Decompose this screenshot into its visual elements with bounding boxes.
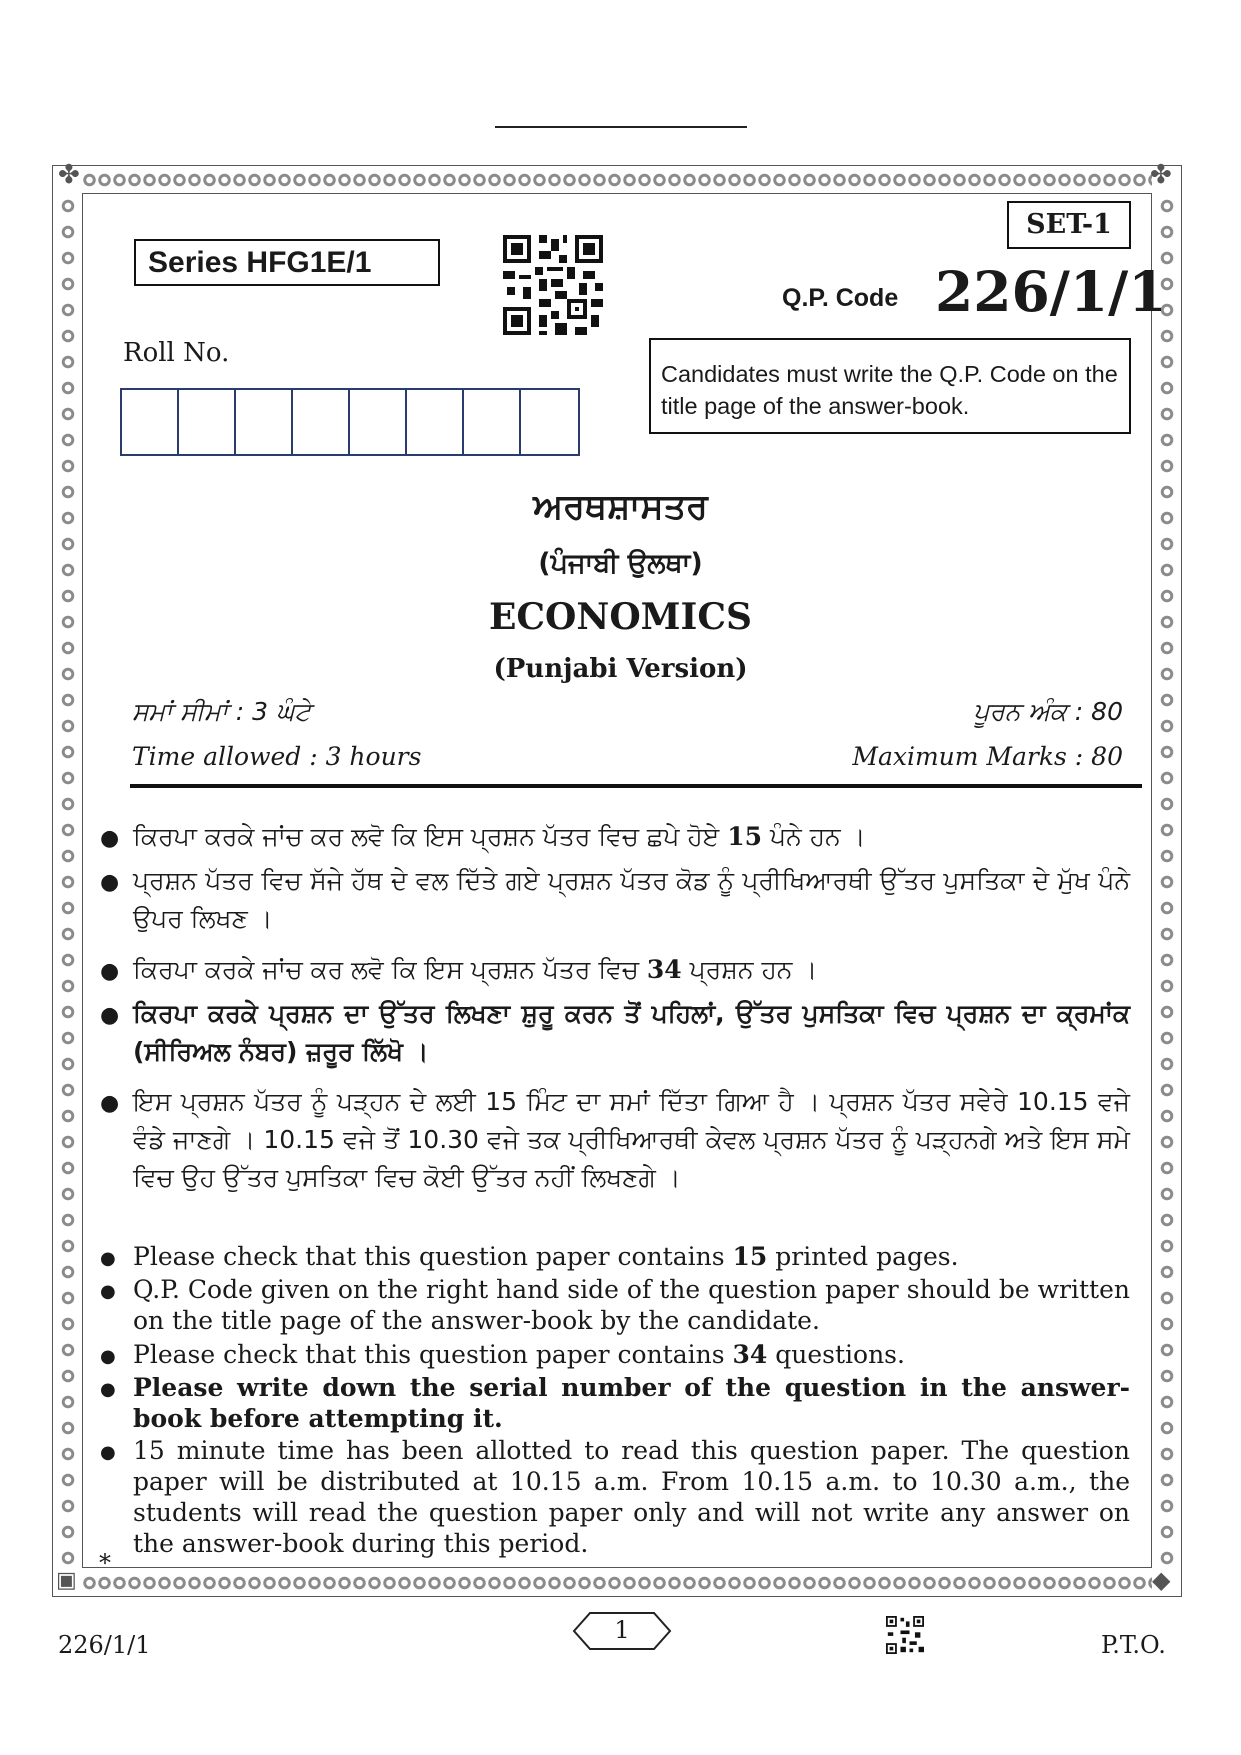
roll-number-cell[interactable]: [521, 390, 578, 454]
header-divider: [130, 784, 1142, 788]
instruction-punjabi-1: ਕਿਰਪਾ ਕਰਕੇ ਜਾਂਚ ਕਰ ਲਵੋ ਕਿ ਇਸ ਪ੍ਰਸ਼ਨ ਪੱਤਰ ਵਿਚ ਛਪੇ ਹੋਏ 15 ਪੰਨੇ ਹਨ ।: [133, 822, 866, 851]
subject-title-punjabi: ਅਰਥਸ਼ਾਸਤਰ: [533, 487, 708, 527]
bullet-icon: ●: [100, 870, 120, 895]
instruction-english-4: Please write down the serial number of the question in the answer-book before attempting it.: [133, 1373, 1130, 1433]
roll-number-cell[interactable]: [122, 390, 179, 454]
top-rule: [495, 126, 747, 128]
footnote-asterisk: *: [99, 1549, 111, 1577]
fleur-corner-icon: ✤: [58, 160, 80, 190]
roll-number-cell[interactable]: [464, 390, 521, 454]
bullet-icon: ●: [100, 959, 120, 984]
max-marks-english: Maximum Marks : 80: [852, 742, 1123, 771]
set-label: SET-1: [1007, 201, 1131, 249]
roll-number-cell[interactable]: [407, 390, 464, 454]
time-allowed-punjabi: ਸਮਾਂ ਸੀਮਾਂ : 3 ਘੰਟੇ: [132, 697, 311, 726]
bullet-icon: ●: [100, 1003, 120, 1028]
instruction-punjabi-5: ਇਸ ਪ੍ਰਸ਼ਨ ਪੱਤਰ ਨੂੰ ਪੜ੍ਹਨ ਦੇ ਲਈ 15 ਮਿੰਟ ਦਾ ਸਮਾਂ ਦਿੱਤਾ ਗਿਆ ਹੈ । ਪ੍ਰਸ਼ਨ ਪੱਤਰ ਸਵੇਰੇ 10.15 ਵਜੇ ਵੰਡੇ ਜਾਣਗੇ । 10.15 ਵਜੇ ਤੋਂ 10.30 ਵਜੇ ਤਕ ਪ੍ਰੀਖਿਆਰਥੀ ਕੇਵਲ ਪ੍ਰਸ਼ਨ ਪੱਤਰ ਨੂੰ ਪੜ੍ਹਨਗੇ ਅਤੇ ਇਸ ਸਮੇ ਵਿਚ ਉਹ ਉੱਤਰ ਪੁਸਤਿਕਾ ਵਿਚ ਕੋਈ ਉੱਤਰ ਨਹੀਂ ਲਿਖਣਗੇ ।: [133, 1087, 1130, 1192]
instruction-punjabi-4: ਕਿਰਪਾ ਕਰਕੇ ਪ੍ਰਸ਼ਨ ਦਾ ਉੱਤਰ ਲਿਖਣਾ ਸ਼ੁਰੂ ਕਰਨ ਤੋਂ ਪਹਿਲਾਂ, ਉੱਤਰ ਪੁਸਤਿਕਾ ਵਿਚ ਪ੍ਰਸ਼ਨ ਦਾ ਕ੍ਰਮਾਂਕ (ਸੀਰਿਅਲ ਨੰਬਰ) ਜ਼ਰੂਰ ਲਿੱਖੋ ।: [133, 999, 1130, 1066]
bullet-icon: ●: [100, 826, 120, 851]
border-ornament-bottom: [82, 1571, 1152, 1595]
roll-number-cell[interactable]: [179, 390, 236, 454]
instruction-english-3: Please check that this question paper contains 34 questions.: [133, 1340, 905, 1369]
max-marks-punjabi: ਪੂਰਨ ਅੰਕ : 80: [973, 697, 1123, 726]
please-turn-over: P.T.O.: [1101, 1631, 1166, 1659]
instruction-english-1: Please check that this question paper contains 15 printed pages.: [133, 1242, 959, 1271]
diamond-corner-icon: ◆: [1152, 1566, 1171, 1594]
instruction-punjabi-3: ਕਿਰਪਾ ਕਰਕੇ ਜਾਂਚ ਕਰ ਲਵੋ ਕਿ ਇਸ ਪ੍ਰਸ਼ਨ ਪੱਤਰ ਵਿਚ 34 ਪ੍ਰਸ਼ਨ ਹਨ ।: [133, 955, 818, 984]
subject-title-english: ECONOMICS: [488, 596, 753, 638]
footer-qp-code: 226/1/1: [58, 1631, 151, 1659]
series-label: Series HFG1E/1: [134, 239, 440, 286]
border-ornament-right: [1154, 193, 1180, 1568]
qp-code-label: Q.P. Code: [782, 284, 899, 312]
subject-subtitle-english: (Punjabi Version): [493, 654, 748, 684]
bullet-icon: ●: [100, 1091, 120, 1116]
roll-number-label: Roll No.: [123, 338, 230, 368]
key-pattern-corner-icon: ▣: [56, 1568, 77, 1593]
page-number: 1: [614, 1616, 630, 1644]
time-allowed-english: Time allowed : 3 hours: [132, 742, 422, 771]
roll-number-cell[interactable]: [236, 390, 293, 454]
subject-subtitle-punjabi: (ਪੰਜਾਬੀ ਉਲਥਾ): [538, 548, 703, 579]
instruction-english-2: Q.P. Code given on the right hand side of the question paper should be written on the title page of the answer-book by the candidate.: [133, 1275, 1130, 1335]
bullet-icon: ●: [100, 1379, 116, 1400]
border-ornament-top: [82, 168, 1152, 192]
bullet-icon: ●: [100, 1281, 116, 1302]
bullet-icon: ●: [100, 1248, 116, 1269]
bullet-icon: ●: [100, 1346, 116, 1367]
fleur-corner-icon: ✤: [1150, 160, 1172, 190]
roll-number-cell[interactable]: [293, 390, 350, 454]
bullet-icon: ●: [100, 1442, 116, 1463]
qr-code-icon: [503, 235, 603, 335]
candidate-note: Candidates must write the Q.P. Code on the title page of the answer-book.: [649, 338, 1131, 434]
roll-number-boxes[interactable]: [120, 388, 580, 456]
qp-code-value: 226/1/1: [935, 259, 1167, 324]
border-ornament-left: [55, 193, 81, 1568]
instruction-english-5: 15 minute time has been allotted to read this question paper. The question paper will be distributed at 10.15 a.m. From 10.15 a.m. to 10.30 a.m., the students will read the question paper only and will not write any answer on the answer-book during this period.: [133, 1436, 1130, 1558]
instruction-punjabi-2: ਪ੍ਰਸ਼ਨ ਪੱਤਰ ਵਿਚ ਸੱਜੇ ਹੱਥ ਦੇ ਵਲ ਦਿੱਤੇ ਗਏ ਪ੍ਰਸ਼ਨ ਪੱਤਰ ਕੋਡ ਨੂੰ ਪ੍ਰੀਖਿਆਰਥੀ ਉੱਤਰ ਪੁਸਤਿਕਾ ਦੇ ਮੁੱਖ ਪੰਨੇ ਉਪਰ ਲਿਖਣ ।: [133, 866, 1130, 933]
roll-number-cell[interactable]: [350, 390, 407, 454]
qr-code-small-icon: [886, 1616, 924, 1654]
